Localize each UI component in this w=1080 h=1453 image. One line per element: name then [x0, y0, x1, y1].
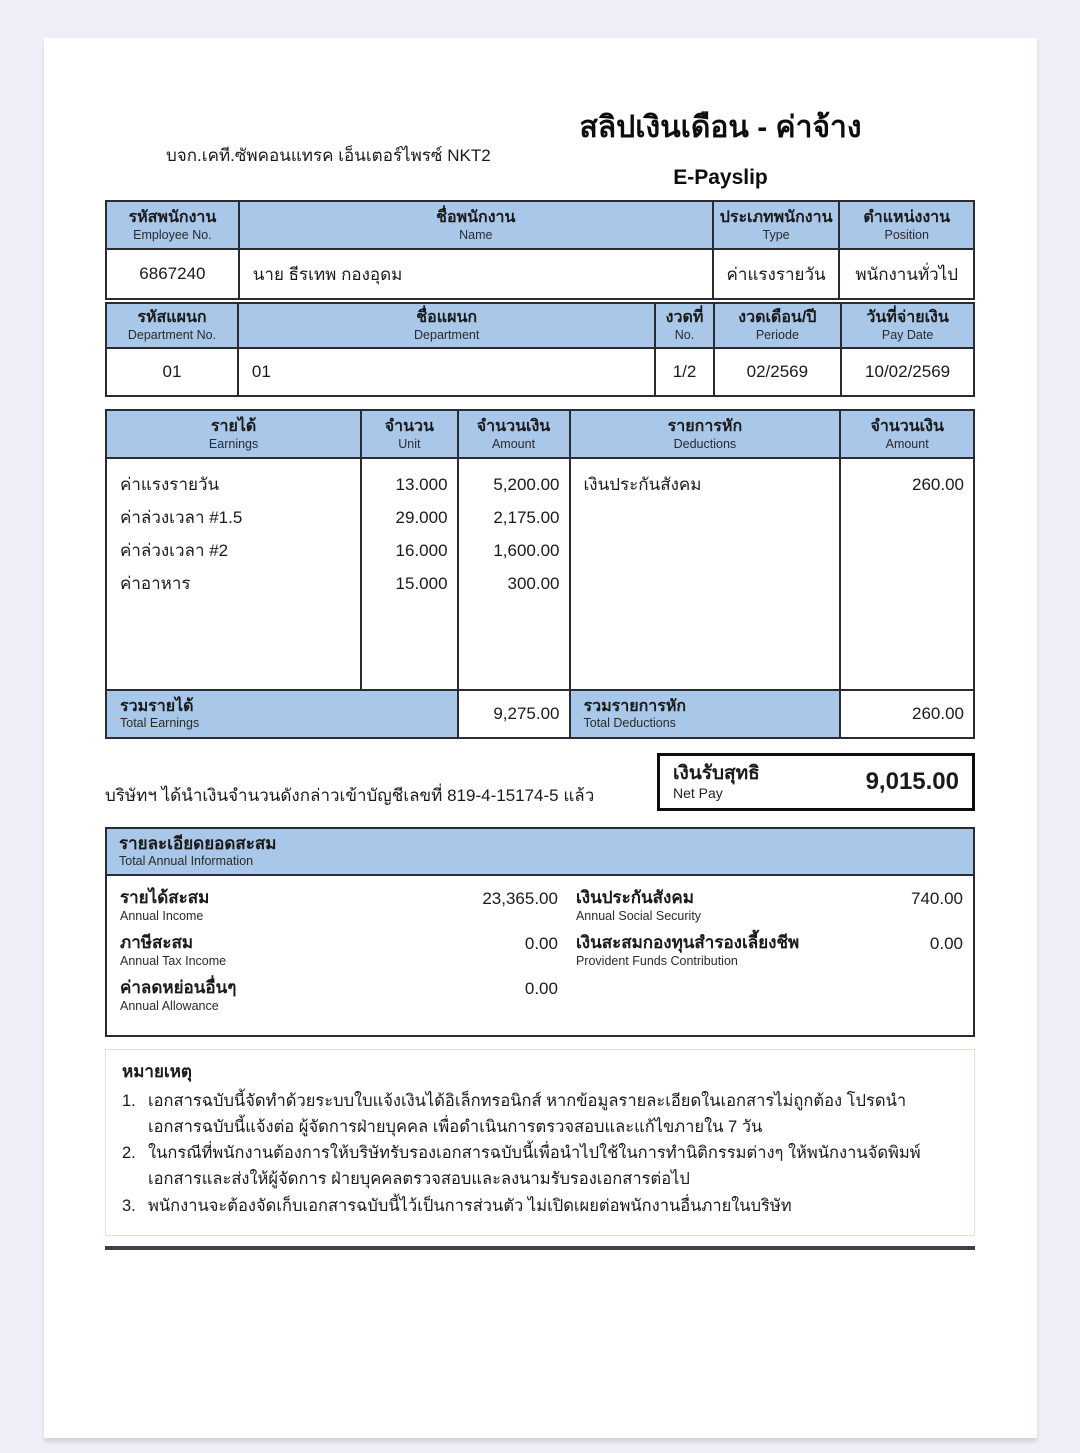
- department-header-row: [106, 303, 974, 348]
- earning-label: ค่าล่วงเวลา #1.5: [120, 508, 243, 527]
- annual-allowance-label: ค่าลดหย่อนอื่นๆ Annual Allowance: [120, 978, 237, 1014]
- earning-amount: 2,175.00: [493, 507, 560, 527]
- netpay-label: เงินรับสุทธิ Net Pay: [673, 762, 760, 802]
- earnings-body-row: [106, 458, 974, 690]
- earning-unit: 15.000: [395, 573, 448, 593]
- earnings-labels-column: [106, 458, 361, 690]
- annual-row: [120, 977, 558, 1017]
- deduction-amount-header: จำนวนเงิน Amount: [840, 410, 974, 458]
- annual-income-amount: 23,365.00: [482, 889, 558, 909]
- employee-name-value: นาย ธีรเทพ กองอุดม: [239, 249, 713, 299]
- earning-label: ค่าอาหาร: [120, 574, 191, 593]
- employee-info-table: [105, 200, 975, 300]
- annual-tax-amount: 0.00: [524, 934, 558, 954]
- pay-date-header: วันที่จ่ายเงิน Pay Date: [841, 303, 974, 348]
- notes-title: หมายเหตุ: [122, 1062, 192, 1082]
- total-deductions-label: รวมรายการหัก Total Deductions: [570, 690, 841, 738]
- earning-unit: 29.000: [395, 507, 448, 527]
- annual-tax-label: ภาษีสะสม Annual Tax Income: [120, 933, 227, 969]
- payslip-content: [44, 38, 1037, 1250]
- payslip-page: [44, 38, 1037, 1438]
- amount-header: จำนวนเงิน Amount: [458, 410, 570, 458]
- annual-section: [105, 827, 975, 1037]
- earning-label: ค่าล่วงเวลา #2: [120, 541, 229, 560]
- page-title: สลิปเงินเดือน - ค่าจ้าง: [579, 111, 862, 144]
- annual-row: [120, 932, 558, 972]
- employee-type-header: ประเภทพนักงาน Type: [713, 201, 840, 249]
- note-number: 2.: [122, 1144, 136, 1163]
- notes-section: [105, 1049, 975, 1235]
- netpay-box: [657, 753, 975, 811]
- total-earnings-amount: 9,275.00: [458, 690, 570, 738]
- annual-left-column: [107, 887, 566, 1022]
- deductions-header: รายการหัก Deductions: [570, 410, 841, 458]
- annual-row: [576, 932, 963, 972]
- deductions-amounts-column: [840, 458, 974, 690]
- department-name-value: 01: [238, 348, 656, 396]
- unit-header: จำนวน Unit: [361, 410, 457, 458]
- earning-amount: 300.00: [507, 573, 560, 593]
- company-name: บจก.เคที.ซัพคอนแทรค เอ็นเตอร์ไพรซ์ NKT2: [166, 146, 491, 165]
- employee-position-value: พนักงานทั่วไป: [839, 249, 974, 299]
- annual-social-security-label: เงินประกันสังคม Annual Social Security: [575, 888, 702, 924]
- provident-fund-amount: 0.00: [929, 934, 963, 954]
- earnings-amounts-column: [458, 458, 570, 690]
- annual-allowance-amount: 0.00: [524, 979, 558, 999]
- earnings-header: รายได้ Earnings: [106, 410, 361, 458]
- note-text: เอกสารฉบับนี้จัดทำด้วยระบบใบแจ้งเงินได้อิเล็กทรอนิกส์ หากข้อมูลรายละเอียดในเอกสารไม่ถูกต้อง โปรดนำเอกสารฉบับนี้แจ้งต่อ ผู้จัดการฝ่ายบุคคล เพื่อดำเนินการตรวจสอบและแก้ไขภายใน 7 วัน: [148, 1092, 907, 1137]
- department-name-header: ชื่อแผนก Department: [238, 303, 656, 348]
- employee-header-row: [106, 201, 974, 249]
- employee-no-value: 6867240: [106, 249, 239, 299]
- deductions-labels-column: [570, 458, 841, 690]
- earning-unit: 16.000: [395, 540, 448, 560]
- page-subtitle: E-Payslip: [673, 166, 768, 189]
- annual-section-header: รายละเอียดยอดสะสม Total Annual Information: [107, 829, 973, 876]
- note-item: [122, 1088, 958, 1140]
- department-info-table: [105, 302, 975, 397]
- provident-fund-label: เงินสะสมกองทุนสำรองเลี้ยงชีพ Provident Funds Contribution: [575, 933, 800, 969]
- bottom-divider: [105, 1246, 975, 1250]
- employee-type-value: ค่าแรงรายวัน: [713, 249, 840, 299]
- employee-name-header: ชื่อพนักงาน Name: [239, 201, 713, 249]
- employee-no-header: รหัสพนักงาน Employee No.: [106, 201, 239, 249]
- earnings-units-column: [361, 458, 457, 690]
- annual-social-security-amount: 740.00: [910, 889, 963, 909]
- note-item: [122, 1193, 958, 1219]
- deduction-amount: 260.00: [912, 474, 964, 494]
- earning-amount: 5,200.00: [493, 474, 560, 494]
- pay-date-value: 10/02/2569: [841, 348, 974, 396]
- department-no-value: 01: [106, 348, 238, 396]
- note-number: 3.: [122, 1196, 136, 1215]
- annual-income-label: รายได้สะสม Annual Income: [120, 888, 210, 924]
- deduction-label: เงินประกันสังคม: [583, 475, 702, 494]
- annual-row: [120, 887, 558, 927]
- note-text: ในกรณีที่พนักงานต้องการให้บริษัทรับรองเอกสารฉบับนี้เพื่อนำไปใช้ในการทำนิติกรรมต่างๆ ให้พนักงานจัดพิมพ์เอกสารและส่งให้ผู้จัดการ ฝ่ายบุคคลตรวจสอบและลงนามรับรองเอกสารต่อไป: [148, 1144, 921, 1189]
- document-header: [105, 38, 975, 200]
- netpay-section: [105, 753, 975, 813]
- period-no-header: งวดที่ No.: [655, 303, 713, 348]
- period-header: งวดเดือน/ปี Periode: [714, 303, 842, 348]
- annual-row: [576, 887, 963, 927]
- annual-right-column: [566, 887, 973, 1022]
- earning-amount: 1,600.00: [493, 540, 560, 560]
- note-item: [122, 1140, 958, 1192]
- period-no-value: 1/2: [655, 348, 713, 396]
- netpay-amount: 9,015.00: [865, 768, 959, 795]
- period-value: 02/2569: [714, 348, 842, 396]
- annual-section-body: [107, 876, 973, 1035]
- earning-unit: 13.000: [395, 474, 448, 494]
- earning-label: ค่าแรงรายวัน: [120, 475, 220, 494]
- department-data-row: [106, 348, 974, 396]
- note-number: 1.: [122, 1092, 136, 1111]
- earnings-header-row: [106, 410, 974, 458]
- department-no-header: รหัสแผนก Department No.: [106, 303, 238, 348]
- earnings-deductions-table: [105, 409, 975, 739]
- bank-transfer-note: บริษัทฯ ได้นำเงินจำนวนดังกล่าวเข้าบัญชีเลขที่ 819-4-15174-5 แล้ว: [105, 786, 595, 805]
- total-deductions-amount: 260.00: [840, 690, 974, 738]
- total-earnings-label: รวมรายได้ Total Earnings: [106, 690, 458, 738]
- employee-position-header: ตำแหน่งงาน Position: [839, 201, 974, 249]
- note-text: พนักงานจะต้องจัดเก็บเอกสารฉบับนี้ไว้เป็นการส่วนตัว ไม่เปิดเผยต่อพนักงานอื่นภายในบริษัท: [148, 1196, 792, 1215]
- employee-data-row: [106, 249, 974, 299]
- totals-row: [106, 690, 974, 738]
